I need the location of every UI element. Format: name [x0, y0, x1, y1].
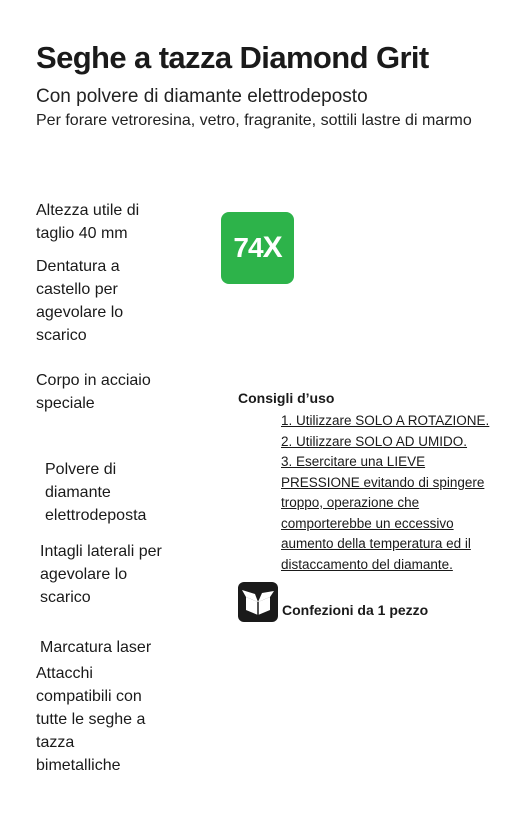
- page-subtitle: Con polvere di diamante elettrodeposto: [36, 86, 368, 107]
- code-badge: [221, 212, 294, 284]
- page-title: Seghe a tazza Diamond Grit: [36, 40, 429, 75]
- usage-line: Per forare vetroresina, vetro, fragranite, sottili lastre di marmo: [36, 112, 472, 129]
- usage-tips-title: Consigli d’uso: [238, 390, 335, 406]
- usage-tip-3: 3. Esercitare una LIEVE PRESSIONE evitando di spingere troppo, operazione che comporterebbe un eccessivo aumento della temperatura ed il distaccamento del diamante.: [281, 454, 485, 572]
- feature-castle-teeth: Dentatura a castello per agevolare lo scarico: [36, 258, 124, 344]
- badge-letter: X: [262, 231, 282, 264]
- badge-number: 74: [233, 232, 263, 263]
- usage-tip-2: 2. Utilizzare SOLO AD UMIDO.: [281, 433, 468, 449]
- feature-compatible-attachments: Attacchi compatibili con tutte le seghe a tazza bimetalliche: [36, 665, 146, 774]
- usage-tips-list: [281, 411, 496, 575]
- feature-diamond-powder: Polvere di diamante elettrodeposta: [45, 461, 147, 524]
- usage-tip-1: 1. Utilizzare SOLO A ROTAZIONE.: [281, 413, 490, 428]
- feature-cutting-height: Altezza utile di taglio 40 mm: [36, 202, 140, 242]
- packaging-text: Confezioni da 1 pezzo: [282, 602, 429, 618]
- feature-side-slots: Intagli laterali per agevolare lo scarico: [40, 543, 162, 606]
- box-icon: [238, 582, 278, 622]
- feature-laser-marking: Marcatura laser: [40, 639, 152, 656]
- feature-steel-body: Corpo in acciaio speciale: [36, 372, 151, 412]
